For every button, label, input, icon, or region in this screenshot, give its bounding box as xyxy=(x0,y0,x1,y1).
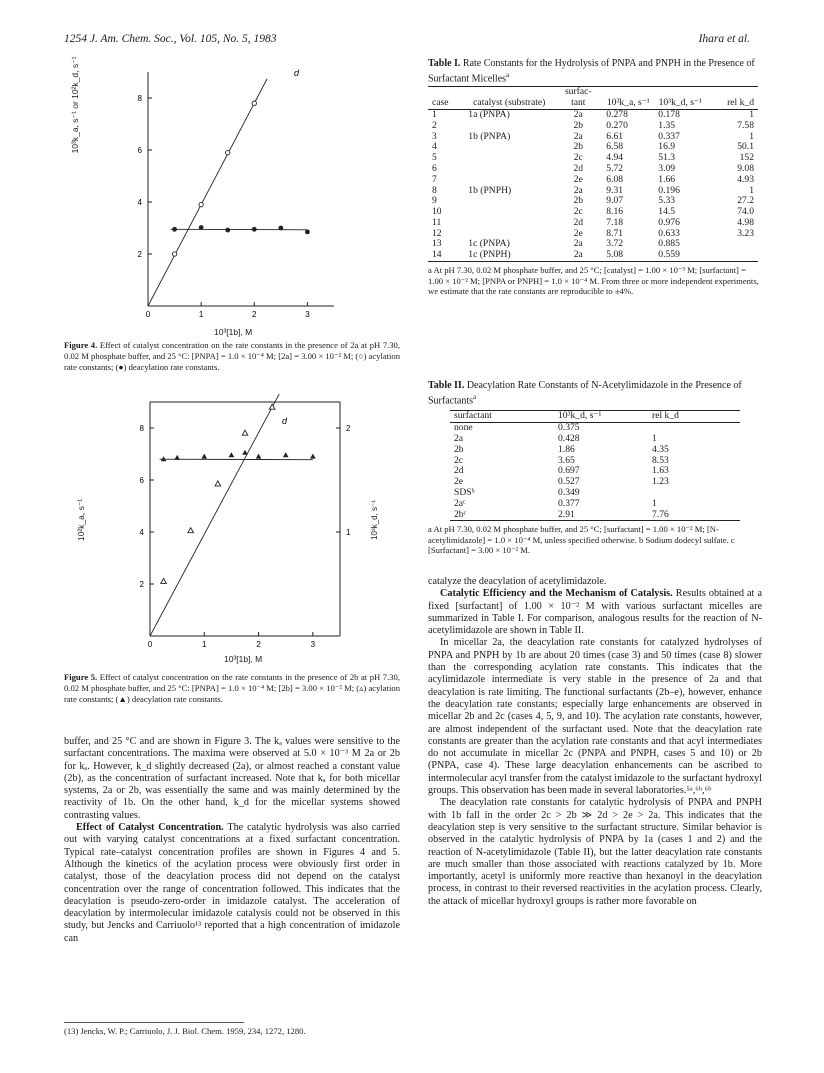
t1-cell-ka: 5.72 xyxy=(606,162,624,174)
table-1-title xyxy=(428,58,762,84)
acylation-point xyxy=(242,430,248,435)
t1-cell-case: 11 xyxy=(432,216,442,228)
fig5-y-axis-label-right: 10³k_d, s⁻¹ xyxy=(370,500,379,540)
deacylation-point xyxy=(283,452,289,457)
running-header-left: 1254 J. Am. Chem. Soc., Vol. 105, No. 5, 1983 xyxy=(64,33,277,45)
t2-cell-rel: 1 xyxy=(652,432,657,444)
table-row xyxy=(428,218,758,229)
table-2-grid xyxy=(450,410,740,521)
t1-cell-rel: 27.2 xyxy=(737,195,754,207)
figure-5-chart xyxy=(130,394,370,650)
fig4-y-axis-label: 10³k_a, s⁻¹ or 10²k_d, s⁻¹ xyxy=(70,56,80,154)
table-row xyxy=(428,121,758,132)
t1-cell-kd: 3.09 xyxy=(658,162,676,174)
deacylation-point xyxy=(201,454,207,459)
t1-cell-kd: 0.178 xyxy=(658,108,680,120)
fig5-y-axis-label-left: 10²k_a, s⁻¹ xyxy=(76,498,86,542)
t1-cell-catalyst: 1a (PNPA) xyxy=(468,108,510,120)
fig4-caption-text: Effect of catalyst concentration on the rate constants in the presence of 2a at pH 7.30, 0.02 M phosphate buffer, and 25 °C: [PNPA] = 1.0 × 10⁻⁴ M; [2a] = 3.00 × 10⁻² M; (○) acylation rate constants; (●) deacylation rate constants. xyxy=(64,340,401,372)
t1-cell-catalyst xyxy=(464,142,554,153)
x-tick-label: 2 xyxy=(252,310,257,319)
x-tick-label: 3 xyxy=(310,640,316,649)
t1-cell-catalyst xyxy=(464,153,554,164)
right-paragraph-3: The deacylation rate constants for catalytic hydrolysis of PNPA and PNPH with 1b fall in the order 2c > 2b ≫ 2d > 2e > 2a. This indicates that the deacylation step is very sensitive to the surfactant structure. Similar behavior is observed in the catalytic hydrolysis of PNPA by 1a (cases 1 and 2) and the reaction of N-acetylimidazole (Table II), but the latter deacylation rate constants are much smaller than those associated with reactions catalyzed by 1b. More importantly, acetyl is uniformly more reactive than hexanoyl in the deacylation process, in contrast to their reversed reactivities in the acylation process. Clearly, the attack of micellar hydroxyl groups is rather more favorable on xyxy=(428,797,762,907)
t1-header-ka: 10³k_a, s⁻¹ xyxy=(602,87,654,110)
deacylation-point xyxy=(310,454,316,459)
t1-cell-kd: 1.66 xyxy=(658,173,676,185)
deacylation-point xyxy=(242,450,248,455)
table-row xyxy=(428,196,758,207)
t2-cell-surf: SDSᵇ xyxy=(454,486,475,498)
table-2 xyxy=(428,380,762,556)
t2-cell-kd: 0.377 xyxy=(558,497,580,509)
t2-cell-surf: 2bᶜ xyxy=(450,510,554,521)
left-paragraph-2 xyxy=(64,822,400,945)
t2-cell-kd: 0.527 xyxy=(558,476,580,488)
t2-cell-kd: 0.697 xyxy=(558,465,580,477)
t1-cell-catalyst xyxy=(464,175,554,186)
t1-cell-case: 13 xyxy=(432,238,442,250)
t1-cell-rel: 152 xyxy=(739,152,754,164)
t2-cell-surf: 2c xyxy=(454,454,464,466)
t1-cell-case: 12 xyxy=(432,227,442,239)
t1-cell-kd: 0.885 xyxy=(658,238,680,250)
table-2-title-text: Deacylation Rate Constants of N-Acetylimidazole in the Presence of Surfactants xyxy=(428,380,742,406)
t1-cell-surf: 2b xyxy=(573,195,584,207)
t1-header-case: case xyxy=(428,87,464,110)
table-row xyxy=(450,510,740,521)
t2-cell-rel: 1.63 xyxy=(652,465,669,477)
t1-cell-kd: 0.976 xyxy=(658,216,680,228)
t1-cell-case: 14 xyxy=(428,250,464,261)
t1-cell-rel: 1 xyxy=(749,184,754,196)
t1-header-catalyst: catalyst (substrate) xyxy=(464,87,554,110)
left-paragraph-2-text: The catalytic hydrolysis was also carried out with varying catalyst concentrations at a fixed surfactant concentration. Typical rate–catalyst concentration profiles are shown in Figures 4 and 5. Although the kinetics of the acylation process were obviously first order in catalyst, those of the deacylation process did not depend on the catalyst concentration over the range of concentration followed. This indicates that the deacylation is pseudo-zero-order in imidazole catalyst. The acceleration of deacylation by intermolecular imidazole catalysis could not be observed in this study, but Jencks and Carriuolo¹³ reported that a high concentration of imidazole can xyxy=(64,822,401,944)
t1-header-surfactant: surfac- tant xyxy=(554,87,602,110)
t1-cell-rel: 74.0 xyxy=(737,206,754,218)
x-tick-label: 0 xyxy=(147,640,153,649)
section-heading-catalyst-concentration: Effect of Catalyst Concentration. xyxy=(76,822,224,834)
deacylation-point xyxy=(225,228,230,233)
x-tick-label: 2 xyxy=(256,640,261,649)
fig5-caption-text: Effect of catalyst concentration on the rate constants in the presence of 2b at pH 7.30, 0.02 M phosphate buffer, and 25 °C: [PNPA] = 1.0 × 10⁻⁴ M; [2b] = 3.00 × 10⁻² M; (▵) acylation rate constants; (▲) deacylation rate constants. xyxy=(64,672,400,704)
fig5-curve-label: d xyxy=(282,416,288,426)
table-row xyxy=(428,109,758,120)
t1-cell-ka: 5.08 xyxy=(602,250,654,261)
table-row xyxy=(428,250,758,261)
t1-cell-rel: 4.98 xyxy=(737,216,754,228)
t1-cell-kd: 51.3 xyxy=(658,152,676,164)
deacylation-point xyxy=(305,230,310,235)
running-header-right: Ihara et al. xyxy=(698,33,750,45)
t2-cell-rel xyxy=(648,423,740,434)
y-tick-label: 8 xyxy=(139,424,144,433)
t2-cell-surf: 2e xyxy=(454,476,464,488)
table-row xyxy=(450,434,740,445)
t1-cell-rel: 1 xyxy=(749,130,754,142)
x-tick-label: 0 xyxy=(145,310,151,319)
right-paragraph-1-text: Results obtained at a fixed [surfactant] of 1.00 × 10⁻² M with various surfactant micelles are summarized in Table I. For comparison, analogous results for the reaction of N-acetylimidazole are shown in Table II. xyxy=(428,588,762,637)
table-2-title-sup: a xyxy=(473,392,477,401)
t2-cell-kd: 0.349 xyxy=(558,486,580,498)
t1-cell-catalyst: 1b (PNPH) xyxy=(468,184,512,196)
table-2-label: Table II. xyxy=(428,380,465,391)
table-2-footnote: a At pH 7.30, 0.02 M phosphate buffer, and 25 °C; [surfactant] = 1.00 × 10⁻² M; [N-acetylimidazole] = 1.0 × 10⁻⁴ M, unless specified otherwise. b Sodium dodecyl sulfate. c [Surfactant] = 3.00 × 10⁻² M. xyxy=(428,524,735,556)
figure-5-caption xyxy=(64,672,400,705)
x-tick-label: 3 xyxy=(305,310,310,319)
t2-cell-rel: 1.23 xyxy=(652,476,669,488)
t1-cell-ka: 8.16 xyxy=(606,206,624,218)
t1-cell-rel: 9.08 xyxy=(737,162,754,174)
t1-cell-catalyst xyxy=(464,218,554,229)
acylation-point xyxy=(188,528,194,533)
t1-cell-ka: 8.71 xyxy=(606,227,624,239)
t1-cell-case: 4 xyxy=(432,141,437,153)
t1-cell-catalyst xyxy=(464,164,554,175)
y-tick-label: 4 xyxy=(137,198,142,207)
t1-cell-kd: 1.35 xyxy=(658,119,676,131)
t1-cell-ka: 9.07 xyxy=(606,195,624,207)
fig4-curve-label: d xyxy=(294,68,300,78)
x-tick-label: 1 xyxy=(198,310,204,319)
fig4-caption-label: Figure 4. xyxy=(64,340,98,350)
acylation-point xyxy=(252,101,256,105)
table-row xyxy=(450,488,740,499)
table-row xyxy=(428,186,758,197)
t1-cell-kd: 5.33 xyxy=(658,195,676,207)
t1-cell-rel xyxy=(706,239,758,250)
t1-cell-surf: 2d xyxy=(573,162,584,174)
table-2-title xyxy=(428,380,762,406)
t1-cell-surf: 2c xyxy=(573,206,583,218)
t2-cell-kd: 1.86 xyxy=(558,443,575,455)
t1-cell-case: 1 xyxy=(432,108,437,120)
table-row xyxy=(428,153,758,164)
acylation-point xyxy=(269,404,275,409)
t2-cell-rel: 1 xyxy=(652,497,657,509)
t1-cell-catalyst xyxy=(464,121,554,132)
table-row xyxy=(428,142,758,153)
right-paragraph-2: In micellar 2a, the deacylation rate constants for catalyzed hydrolyses of PNPA and PNPH by 1b are about 20 times (case 3) and 50 times (case 8) slower than the corresponding acylation rate constants. This indicates that the acylimidazole intermediate is very stable in the presence of 2a and that deacylation is rate limiting. The functional surfactants (2b–e), however, enhance the deacylation rate constants; especially large enhancements are observed in micellar 2b and 2c (cases 4, 5, 9, and 10). The acylation rate constants, however, are almost independent of the surfactant used. Note that the deacylation rate constants are greater than the acylation rate constants and that acyl intermediates do not accumulate in micellar 2c (PNPA and PNPH, cases 5 and 10) or 2b (PNPA, case 4). These large deacylation enhancements can be ascribed to intermolecular acyl transfer from the catalyst imidazole to the surfactant hydroxyl groups. This observation has been made in several laboratories.⁵ᵃ,⁶ᵇ,⁶ᵇ xyxy=(428,637,762,797)
left-paragraph-1: buffer, and 25 °C and are shown in Figure 3. The kₐ values were sensitive to the surfactant concentrations. The maxima were observed at 5.0 × 10⁻³ M 2a or 2b for kₐ. However, k_d slightly decreased (2a), or almost reached a constant value (2b), as the concentration of surfactant increased. Note that kₐ for both micellar systems, 2a or 2b, was essentially the same and was mainly determined by the reactivity of 1b. On the other hand, k_d for the micellar systems showed contrasting values. xyxy=(64,736,400,821)
table-row xyxy=(428,164,758,175)
table-1-footnote: a At pH 7.30, 0.02 M phosphate buffer, and 25 °C; [catalyst] = 1.00 × 10⁻³ M; [surfactant] = 1.00 × 10⁻² M; [PNPA or PNPH] = 1.0 × 10⁻⁴ M. From three or more independent experiments, we estimate that the rate constants are reproducible to ±4%. xyxy=(428,265,759,297)
footnote-13-block xyxy=(64,1022,400,1036)
t2-cell-rel: 8.53 xyxy=(652,454,669,466)
table-row xyxy=(428,175,758,186)
acylation-point xyxy=(199,202,203,206)
t1-cell-ka: 4.94 xyxy=(606,152,624,164)
t1-cell-case: 5 xyxy=(432,152,437,164)
t1-cell-rel: 50.1 xyxy=(737,141,754,153)
deacylation-point xyxy=(252,227,257,232)
acylation-fit-line xyxy=(148,79,267,306)
table-1 xyxy=(428,58,762,297)
t1-cell-case: 3 xyxy=(432,130,437,142)
acylation-point xyxy=(172,252,176,256)
t1-cell-kd: 16.9 xyxy=(658,141,676,153)
t1-cell-case: 7 xyxy=(432,173,437,185)
fig4-x-axis-label: 10³[1b], M xyxy=(214,327,253,337)
t2-cell-kd: 2.91 xyxy=(554,510,648,521)
x-tick-label: 1 xyxy=(202,640,207,649)
y2-tick-label: 2 xyxy=(346,424,351,433)
t2-cell-rel: 7.76 xyxy=(648,510,740,521)
footnote-rule xyxy=(64,1022,244,1023)
t2-header-kd: 10³k_d, s⁻¹ xyxy=(554,411,648,423)
t1-cell-surf: 2a xyxy=(573,108,583,120)
table-1-title-sup: a xyxy=(506,70,510,79)
t1-cell-surf: 2d xyxy=(573,216,584,228)
t1-cell-case: 10 xyxy=(432,206,442,218)
t1-cell-surf: 2b xyxy=(573,119,584,131)
fig5-caption-label: Figure 5. xyxy=(64,672,98,682)
t1-cell-ka: 6.08 xyxy=(606,173,624,185)
t2-cell-rel xyxy=(648,488,740,499)
t1-cell-surf: 2e xyxy=(573,173,583,185)
t1-header-kd: 10³k_d, s⁻¹ xyxy=(654,87,706,110)
t1-cell-case: 9 xyxy=(432,195,437,207)
t1-cell-ka: 3.72 xyxy=(606,238,624,250)
t2-cell-surf: 2b xyxy=(454,443,464,455)
t1-cell-case: 8 xyxy=(432,184,437,196)
acylation-point xyxy=(226,150,230,154)
t1-cell-case: 6 xyxy=(432,162,437,174)
figure-4-chart xyxy=(126,64,350,324)
t1-cell-kd: 0.559 xyxy=(654,250,706,261)
deacylation-point xyxy=(278,226,283,231)
t1-cell-catalyst xyxy=(464,207,554,218)
table-row xyxy=(428,132,758,143)
table-row xyxy=(450,477,740,488)
table-row xyxy=(428,207,758,218)
footnote-13: (13) Jencks, W. P.; Carriuolo, J. J. Biol. Chem. 1959, 234, 1272, 1280. xyxy=(64,1026,306,1036)
t1-cell-ka: 9.31 xyxy=(606,184,624,196)
t1-cell-rel xyxy=(706,250,758,261)
t1-cell-surf: 2b xyxy=(573,141,584,153)
acylation-fit-line xyxy=(150,394,287,636)
fig5-x-axis-label: 10³[1b], M xyxy=(224,654,263,664)
table-row xyxy=(450,466,740,477)
table-row xyxy=(450,423,740,434)
t1-cell-kd: 14.5 xyxy=(658,206,676,218)
right-paragraph-0: catalyze the deacylation of acetylimidazole. xyxy=(428,576,607,587)
right-body-text xyxy=(428,576,762,908)
t1-cell-catalyst: 1c (PNPH) xyxy=(464,250,554,261)
t1-cell-surf: 2a xyxy=(573,238,583,250)
table-row xyxy=(450,445,740,456)
deacylation-point xyxy=(174,455,180,460)
right-paragraph-1 xyxy=(428,588,762,637)
t1-cell-ka: 7.18 xyxy=(606,216,624,228)
t1-cell-ka: 0.270 xyxy=(606,119,628,131)
t1-cell-surf: 2a xyxy=(573,130,583,142)
t1-cell-kd: 0.196 xyxy=(658,184,680,196)
section-heading-catalytic-efficiency: Catalytic Efficiency and the Mechanism of Catalysis. xyxy=(440,588,673,600)
t2-cell-kd: 3.65 xyxy=(558,454,575,466)
t1-header-rel: rel k_d xyxy=(706,87,758,110)
table-1-title-text: Rate Constants for the Hydrolysis of PNPA and PNPH in the Presence of Surfactant Micelles xyxy=(428,58,755,84)
y-tick-label: 2 xyxy=(137,250,142,259)
t1-cell-kd: 0.633 xyxy=(658,227,680,239)
t2-cell-surf: 2d xyxy=(454,465,464,477)
figure-4-caption xyxy=(64,340,400,373)
deacylation-point xyxy=(229,452,235,457)
t1-cell-surf: 2a xyxy=(573,184,583,196)
y2-tick-label: 1 xyxy=(346,528,351,537)
t1-cell-catalyst xyxy=(464,196,554,207)
deacylation-point xyxy=(256,454,262,459)
deacylation-fit-line xyxy=(171,229,308,230)
t1-cell-kd: 0.337 xyxy=(658,130,680,142)
t2-header-surfactant: surfactant xyxy=(450,411,554,423)
deacylation-point xyxy=(199,225,204,230)
t2-cell-kd: 0.428 xyxy=(558,432,580,444)
t2-cell-surf: 2a xyxy=(454,432,464,444)
y-tick-label: 6 xyxy=(137,146,142,155)
t1-cell-catalyst: 1c (PNPA) xyxy=(468,238,510,250)
y-tick-label: 4 xyxy=(139,528,144,537)
deacylation-point xyxy=(172,227,177,232)
t1-cell-rel: 3.23 xyxy=(737,227,754,239)
t2-cell-surf: none xyxy=(454,422,473,434)
t1-cell-rel: 7.58 xyxy=(737,119,754,131)
acylation-point xyxy=(161,578,167,583)
left-body-text xyxy=(64,736,400,945)
t1-cell-case: 2 xyxy=(432,119,437,131)
y-tick-label: 8 xyxy=(137,94,142,103)
t1-cell-catalyst: 1b (PNPA) xyxy=(468,130,511,142)
t1-cell-ka: 6.61 xyxy=(606,130,624,142)
table-row xyxy=(450,499,740,510)
t2-cell-kd: 0.375 xyxy=(558,422,580,434)
table-1-label: Table I. xyxy=(428,58,461,69)
t1-cell-surf: 2c xyxy=(573,152,583,164)
t2-header-rel: rel k_d xyxy=(648,411,740,423)
t1-cell-ka: 0.278 xyxy=(606,108,628,120)
t1-cell-ka: 6.58 xyxy=(606,141,624,153)
table-row xyxy=(450,456,740,467)
t2-cell-rel: 4.35 xyxy=(652,443,669,455)
t1-cell-rel: 4.93 xyxy=(737,173,754,185)
t1-cell-surf: 2a xyxy=(554,250,602,261)
y-tick-label: 2 xyxy=(139,580,144,589)
acylation-point xyxy=(215,481,221,486)
y-tick-label: 6 xyxy=(139,476,144,485)
t1-cell-rel: 1 xyxy=(749,108,754,120)
table-1-grid xyxy=(428,86,758,262)
deacylation-point xyxy=(161,456,167,461)
t1-cell-surf: 2e xyxy=(573,227,583,239)
deacylation-fit-line xyxy=(160,459,313,460)
t2-cell-surf: 2aᶜ xyxy=(454,497,466,509)
